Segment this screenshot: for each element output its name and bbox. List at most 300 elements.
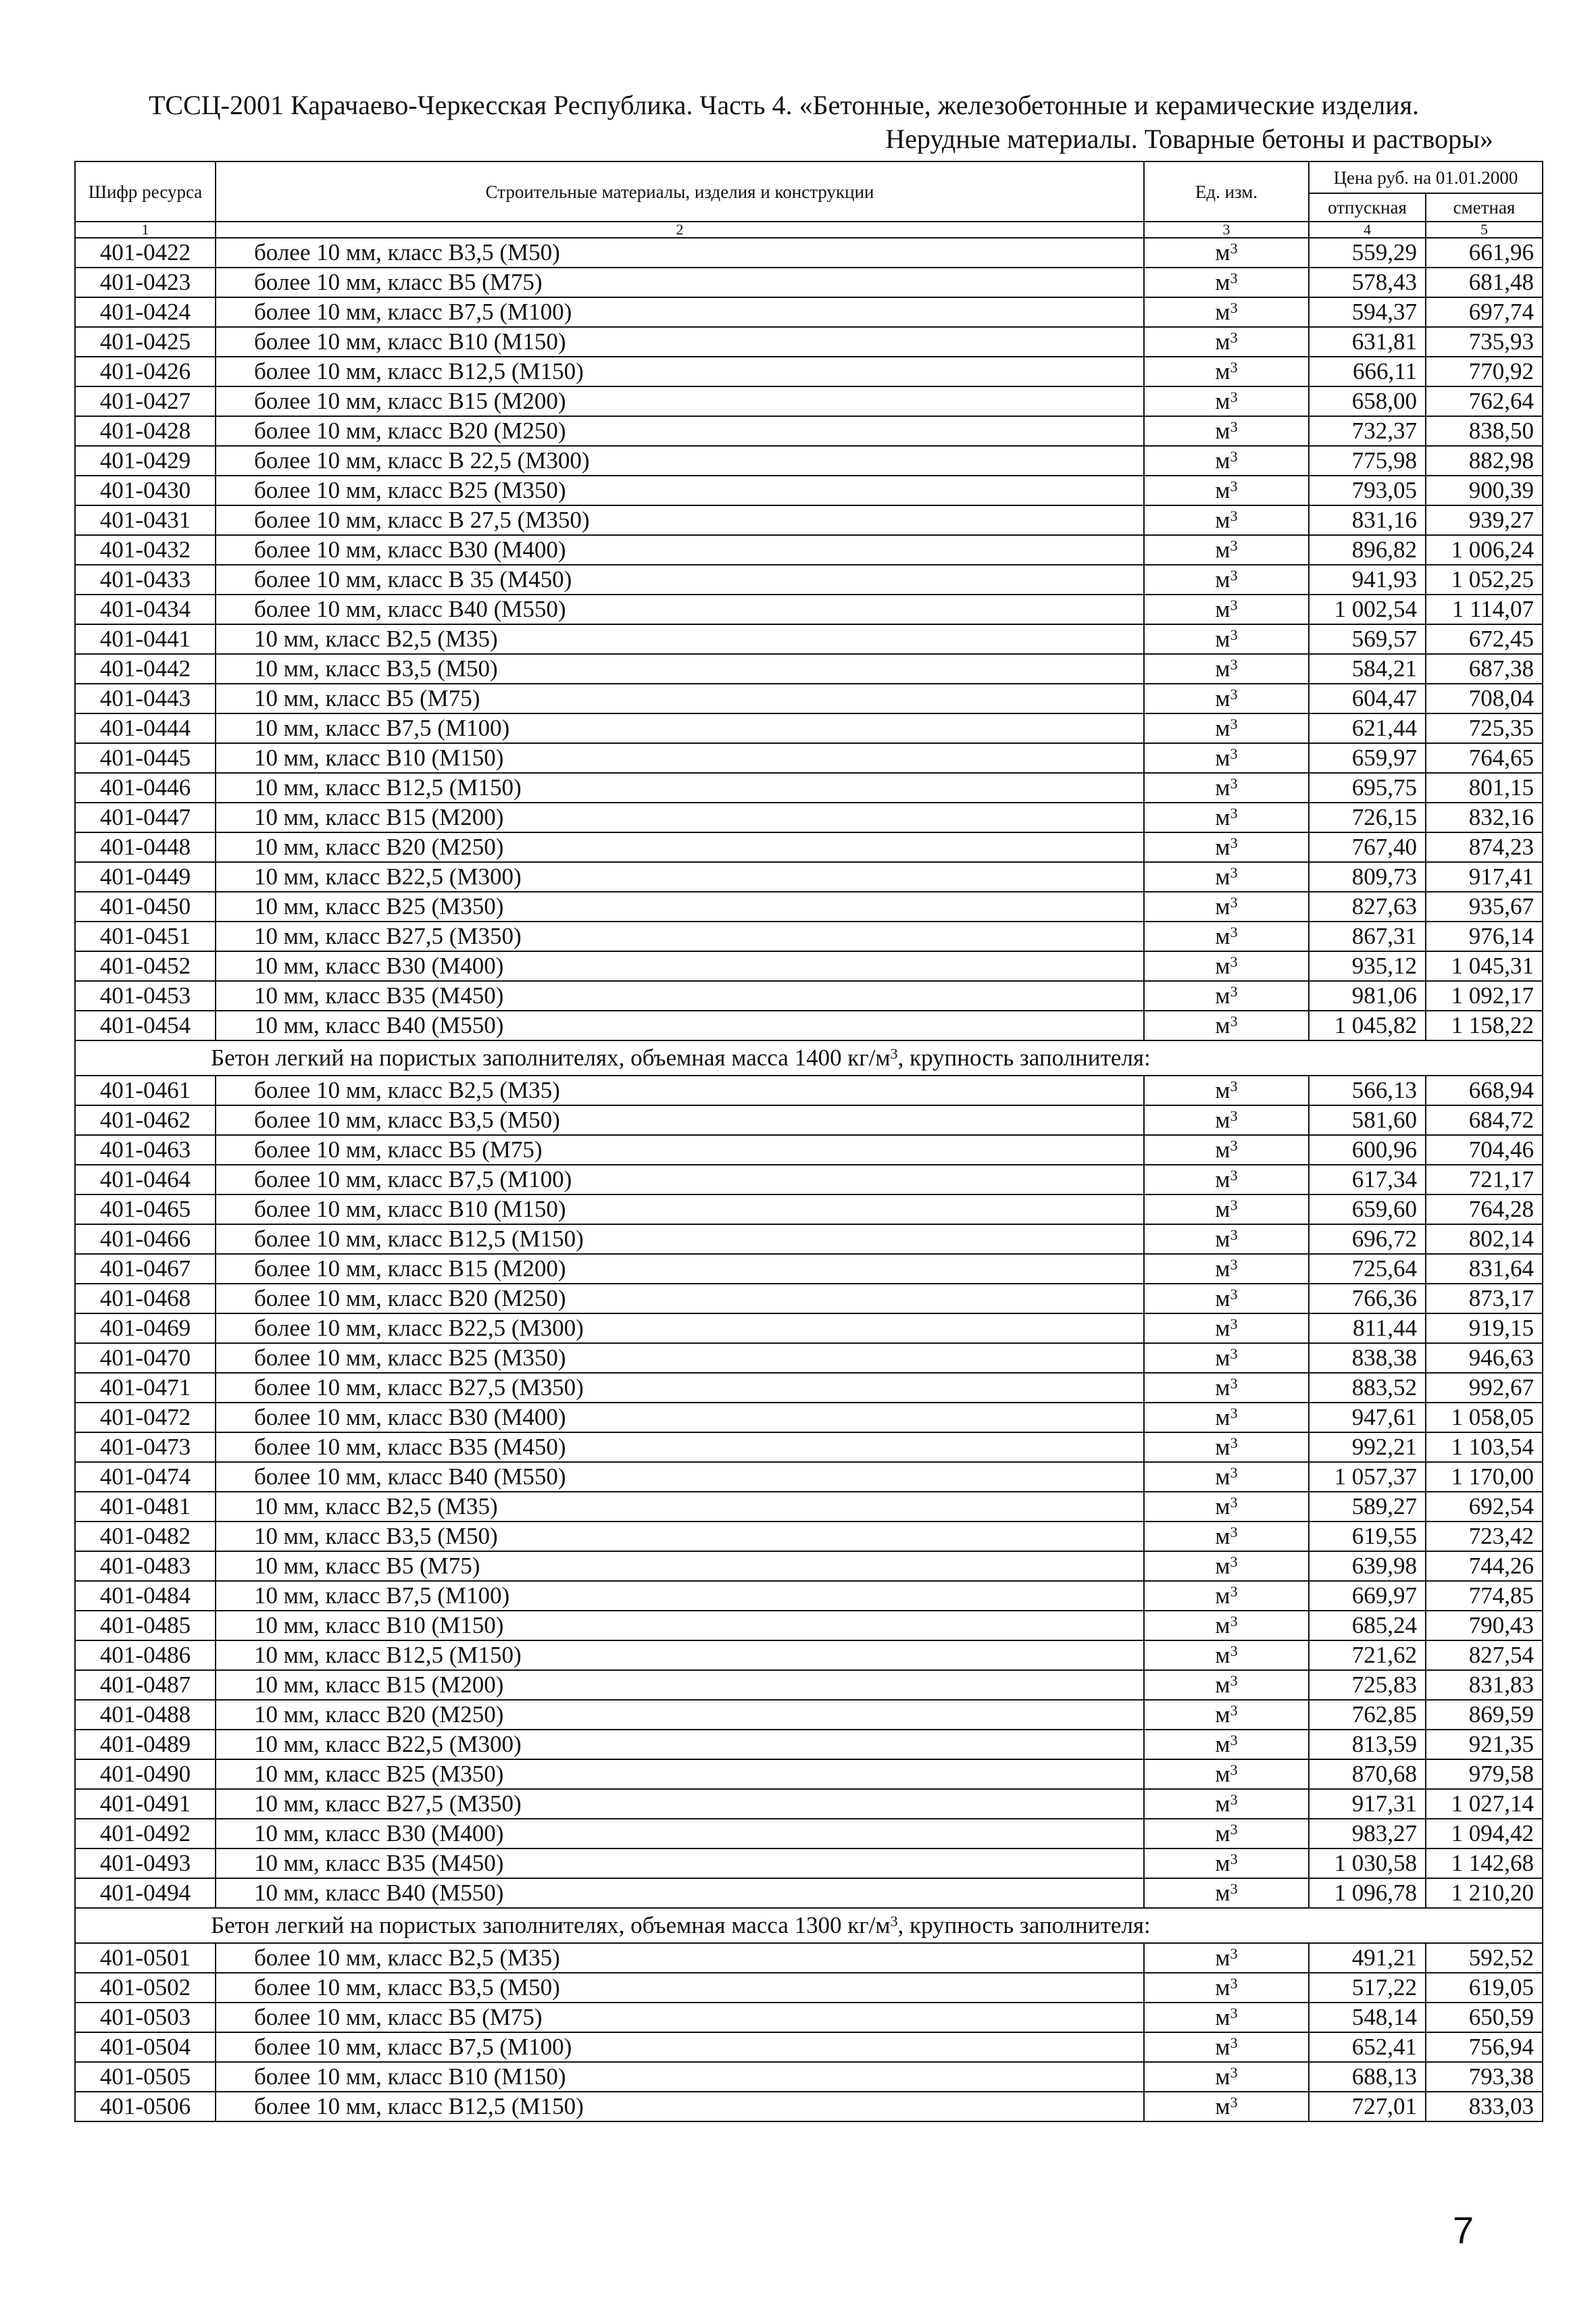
- unit-text: м: [1215, 1166, 1230, 1192]
- price-release: 947,61: [1309, 1403, 1426, 1432]
- unit-cell: [1144, 238, 1309, 268]
- price-release: 631,81: [1309, 327, 1426, 357]
- resource-code: 401-0429: [75, 446, 216, 476]
- price-release: 867,31: [1309, 922, 1426, 951]
- resource-code: 401-0431: [75, 505, 216, 535]
- price-release: 732,37: [1309, 416, 1426, 446]
- unit-superscript: 3: [1230, 507, 1238, 524]
- resource-code: 401-0471: [75, 1373, 216, 1403]
- material-name: более 10 мм, класс В27,5 (М350): [216, 1373, 1144, 1403]
- unit-text: м: [1215, 477, 1230, 503]
- resource-code: 401-0483: [75, 1551, 216, 1581]
- unit-superscript: 3: [1230, 626, 1238, 643]
- table-row: [75, 2032, 1543, 2062]
- table-row: [75, 1224, 1543, 1254]
- resource-code: 401-0506: [75, 2092, 216, 2121]
- price-release: 941,93: [1309, 565, 1426, 595]
- unit-cell: [1144, 1521, 1309, 1551]
- price-estimate: 882,98: [1426, 446, 1543, 476]
- unit-superscript: 3: [1230, 1226, 1238, 1243]
- unit-superscript: 3: [1230, 1821, 1238, 1838]
- table-row: [75, 1343, 1543, 1373]
- material-name: более 10 мм, класс В2,5 (М35): [216, 1943, 1144, 1973]
- resource-code: 401-0491: [75, 1789, 216, 1819]
- table-row: [75, 1284, 1543, 1313]
- material-name: 10 мм, класс В15 (М200): [216, 1670, 1144, 1700]
- material-name: более 10 мм, класс В7,5 (М100): [216, 1165, 1144, 1194]
- price-release: 619,55: [1309, 1521, 1426, 1551]
- unit-cell: [1144, 2003, 1309, 2032]
- table-row: [75, 595, 1543, 624]
- table-row: [75, 1973, 1543, 2003]
- table-row: [75, 2092, 1543, 2121]
- price-release: 600,96: [1309, 1135, 1426, 1165]
- unit-superscript: 3: [1230, 1613, 1238, 1630]
- unit-text: м: [1215, 655, 1230, 682]
- unit-cell: [1144, 1105, 1309, 1135]
- table-row: [75, 1700, 1543, 1730]
- price-estimate: 869,59: [1426, 1700, 1543, 1730]
- unit-text: м: [1215, 1434, 1230, 1460]
- price-release: 762,85: [1309, 1700, 1426, 1730]
- header-code: Шифр ресурса: [75, 161, 216, 222]
- price-release: 981,06: [1309, 981, 1426, 1011]
- price-release: 617,34: [1309, 1165, 1426, 1194]
- table-row: [75, 654, 1543, 684]
- unit-superscript: 3: [1230, 1761, 1238, 1778]
- table-row: [75, 743, 1543, 773]
- unit-cell: [1144, 535, 1309, 565]
- unit-cell: [1144, 1165, 1309, 1194]
- table-row: [75, 2062, 1543, 2092]
- material-name: более 10 мм, класс В12,5 (М150): [216, 357, 1144, 386]
- table-row: [75, 1373, 1543, 1403]
- table-row: [75, 773, 1543, 803]
- resource-code: 401-0462: [75, 1105, 216, 1135]
- unit-superscript: 3: [1230, 1286, 1238, 1303]
- section-heading-text: , крупность заполнителя:: [897, 1045, 1151, 1071]
- unit-text: м: [1215, 1463, 1230, 1490]
- resource-code: 401-0424: [75, 297, 216, 327]
- price-release: 1 030,58: [1309, 1848, 1426, 1878]
- resource-code: 401-0481: [75, 1492, 216, 1521]
- header-unit: Ед. изм.: [1144, 161, 1309, 222]
- price-estimate: 992,67: [1426, 1373, 1543, 1403]
- unit-cell: [1144, 1700, 1309, 1730]
- resource-code: 401-0450: [75, 892, 216, 922]
- price-estimate: 921,35: [1426, 1730, 1543, 1759]
- unit-cell: [1144, 1254, 1309, 1284]
- unit-cell: [1144, 416, 1309, 446]
- material-name: более 10 мм, класс В3,5 (М50): [216, 1105, 1144, 1135]
- price-release: 813,59: [1309, 1730, 1426, 1759]
- unit-superscript: 3: [1230, 1975, 1238, 1992]
- table-row: [75, 981, 1543, 1011]
- table-row: [75, 1432, 1543, 1462]
- material-name: 10 мм, класс В3,5 (М50): [216, 1521, 1144, 1551]
- unit-text: м: [1215, 774, 1230, 801]
- unit-cell: [1144, 1135, 1309, 1165]
- price-release: 548,14: [1309, 2003, 1426, 2032]
- price-estimate: 1 092,17: [1426, 981, 1543, 1011]
- price-release: 659,60: [1309, 1194, 1426, 1224]
- price-estimate: 672,45: [1426, 624, 1543, 654]
- table-row: [75, 1878, 1543, 1908]
- resource-code: 401-0486: [75, 1640, 216, 1670]
- table-row: [75, 1492, 1543, 1521]
- price-estimate: 1 094,42: [1426, 1819, 1543, 1848]
- price-estimate: 721,17: [1426, 1165, 1543, 1194]
- material-name: более 10 мм, класс В5 (М75): [216, 1135, 1144, 1165]
- price-estimate: 900,39: [1426, 476, 1543, 505]
- material-name: 10 мм, класс В25 (М350): [216, 892, 1144, 922]
- unit-cell: [1144, 1373, 1309, 1403]
- price-release: 559,29: [1309, 238, 1426, 268]
- material-name: 10 мм, класс В40 (М550): [216, 1011, 1144, 1040]
- section-row: [75, 1908, 1543, 1943]
- resource-code: 401-0441: [75, 624, 216, 654]
- price-estimate: 692,54: [1426, 1492, 1543, 1521]
- resource-code: 401-0494: [75, 1878, 216, 1908]
- unit-superscript: 3: [1230, 686, 1238, 703]
- unit-text: м: [1215, 1761, 1230, 1787]
- price-release: 566,13: [1309, 1076, 1426, 1105]
- resource-code: 401-0466: [75, 1224, 216, 1254]
- unit-cell: [1144, 1670, 1309, 1700]
- price-release: 917,31: [1309, 1789, 1426, 1819]
- price-release: 766,36: [1309, 1284, 1426, 1313]
- price-release: 578,43: [1309, 268, 1426, 297]
- unit-text: м: [1215, 1107, 1230, 1133]
- header-price: Цена руб. на 01.01.2000: [1309, 161, 1543, 193]
- resource-code: 401-0444: [75, 713, 216, 743]
- material-name: 10 мм, класс В5 (М75): [216, 1551, 1144, 1581]
- unit-text: м: [1215, 893, 1230, 920]
- unit-text: м: [1215, 1582, 1230, 1609]
- price-estimate: 1 052,25: [1426, 565, 1543, 595]
- unit-text: м: [1215, 1974, 1230, 2001]
- resource-code: 401-0445: [75, 743, 216, 773]
- unit-superscript: 3: [1230, 805, 1238, 822]
- unit-superscript: 3: [1230, 270, 1238, 286]
- resource-code: 401-0505: [75, 2062, 216, 2092]
- unit-superscript: 3: [1230, 894, 1238, 911]
- unit-text: м: [1215, 507, 1230, 533]
- unit-superscript: 3: [1230, 2094, 1238, 2111]
- unit-superscript: 3: [1230, 597, 1238, 613]
- unit-superscript: 3: [1230, 1702, 1238, 1719]
- unit-cell: [1144, 832, 1309, 862]
- price-estimate: 661,96: [1426, 238, 1543, 268]
- unit-cell: [1144, 565, 1309, 595]
- material-name: 10 мм, класс В5 (М75): [216, 684, 1144, 713]
- price-release: 883,52: [1309, 1373, 1426, 1403]
- price-release: 767,40: [1309, 832, 1426, 862]
- section-heading-text: , крупность заполнителя:: [897, 1912, 1151, 1938]
- price-estimate: 1 027,14: [1426, 1789, 1543, 1819]
- price-estimate: 762,64: [1426, 386, 1543, 416]
- unit-text: м: [1215, 1344, 1230, 1371]
- unit-cell: [1144, 1551, 1309, 1581]
- unit-text: м: [1215, 1012, 1230, 1038]
- resource-code: 401-0448: [75, 832, 216, 862]
- price-estimate: 764,28: [1426, 1194, 1543, 1224]
- price-estimate: 774,85: [1426, 1581, 1543, 1611]
- unit-text: м: [1215, 1850, 1230, 1876]
- unit-text: м: [1215, 1136, 1230, 1163]
- document-title-line-1: ТССЦ-2001 Карачаево-Черкесская Республика. Часть 4. «Бетонные, железобетонные и керамические изделия.: [148, 90, 1420, 120]
- material-name: более 10 мм, класс В5 (М75): [216, 268, 1144, 297]
- unit-cell: [1144, 2032, 1309, 2062]
- material-name: 10 мм, класс В2,5 (М35): [216, 624, 1144, 654]
- price-estimate: 801,15: [1426, 773, 1543, 803]
- price-estimate: 917,41: [1426, 862, 1543, 892]
- unit-text: м: [1215, 863, 1230, 890]
- price-release: 491,21: [1309, 1943, 1426, 1973]
- price-estimate: 668,94: [1426, 1076, 1543, 1105]
- material-name: 10 мм, класс В20 (М250): [216, 1700, 1144, 1730]
- header-price-release: отпускная: [1309, 193, 1426, 222]
- unit-superscript: 3: [1230, 2005, 1238, 2021]
- resource-code: 401-0451: [75, 922, 216, 951]
- section-heading-text: Бетон легкий на пористых заполнителях, объемная масса 1400 кг/м: [211, 1045, 891, 1071]
- resource-code: 401-0493: [75, 1848, 216, 1878]
- price-release: 896,82: [1309, 535, 1426, 565]
- price-estimate: 919,15: [1426, 1313, 1543, 1343]
- price-release: 870,68: [1309, 1759, 1426, 1789]
- resource-code: 401-0425: [75, 327, 216, 357]
- column-number: 4: [1309, 222, 1426, 238]
- price-table: [74, 161, 1543, 2122]
- unit-superscript: 3: [1230, 924, 1238, 940]
- unit-superscript: 3: [1230, 478, 1238, 495]
- unit-cell: [1144, 1759, 1309, 1789]
- resource-code: 401-0432: [75, 535, 216, 565]
- unit-text: м: [1215, 596, 1230, 622]
- unit-cell: [1144, 951, 1309, 981]
- unit-text: м: [1215, 1820, 1230, 1846]
- material-name: более 10 мм, класс В30 (М400): [216, 1403, 1144, 1432]
- table-row: [75, 268, 1543, 297]
- table-row: [75, 684, 1543, 713]
- unit-text: м: [1215, 299, 1230, 325]
- material-name: 10 мм, класс В10 (М150): [216, 1611, 1144, 1640]
- unit-superscript: 3: [1230, 1167, 1238, 1184]
- unit-superscript: 3: [1230, 418, 1238, 435]
- resource-code: 401-0452: [75, 951, 216, 981]
- unit-text: м: [1215, 1701, 1230, 1728]
- material-name: 10 мм, класс В20 (М250): [216, 832, 1144, 862]
- unit-superscript: 3: [1230, 537, 1238, 554]
- unit-cell: [1144, 268, 1309, 297]
- unit-cell: [1144, 2092, 1309, 2121]
- resource-code: 401-0492: [75, 1819, 216, 1848]
- table-row: [75, 1943, 1543, 1973]
- unit-cell: [1144, 1789, 1309, 1819]
- price-estimate: 979,58: [1426, 1759, 1543, 1789]
- unit-superscript: 3: [1230, 1583, 1238, 1600]
- unit-superscript: 3: [1230, 775, 1238, 792]
- table-row: [75, 1165, 1543, 1194]
- material-name: 10 мм, класс В27,5 (М350): [216, 922, 1144, 951]
- unit-superscript: 3: [1230, 1013, 1238, 1030]
- price-estimate: 935,67: [1426, 892, 1543, 922]
- unit-cell: [1144, 1730, 1309, 1759]
- resource-code: 401-0463: [75, 1135, 216, 1165]
- material-name: более 10 мм, класс В 22,5 (М300): [216, 446, 1144, 476]
- price-release: 838,38: [1309, 1343, 1426, 1373]
- material-name: 10 мм, класс В12,5 (М150): [216, 773, 1144, 803]
- unit-text: м: [1215, 953, 1230, 979]
- price-release: 639,98: [1309, 1551, 1426, 1581]
- price-release: 935,12: [1309, 951, 1426, 981]
- column-number: 3: [1144, 222, 1309, 238]
- price-release: 727,01: [1309, 2092, 1426, 2121]
- price-release: 983,27: [1309, 1819, 1426, 1848]
- material-name: 10 мм, класс В12,5 (М150): [216, 1640, 1144, 1670]
- unit-superscript: 3: [1230, 388, 1238, 405]
- unit-superscript: 3: [1230, 1375, 1238, 1392]
- resource-code: 401-0501: [75, 1943, 216, 1973]
- price-estimate: 1 006,24: [1426, 535, 1543, 565]
- material-name: 10 мм, класс В22,5 (М300): [216, 1730, 1144, 1759]
- material-name: более 10 мм, класс В3,5 (М50): [216, 1973, 1144, 2003]
- resource-code: 401-0472: [75, 1403, 216, 1432]
- price-release: 793,05: [1309, 476, 1426, 505]
- material-name: более 10 мм, класс В15 (М200): [216, 386, 1144, 416]
- table-row: [75, 1462, 1543, 1492]
- price-estimate: 1 210,20: [1426, 1878, 1543, 1908]
- material-name: более 10 мм, класс В15 (М200): [216, 1254, 1144, 1284]
- price-estimate: 831,64: [1426, 1254, 1543, 1284]
- unit-superscript: 3: [1230, 1553, 1238, 1570]
- material-name: более 10 мм, класс В10 (М150): [216, 2062, 1144, 2092]
- unit-cell: [1144, 654, 1309, 684]
- price-estimate: 1 045,31: [1426, 951, 1543, 981]
- unit-text: м: [1215, 1790, 1230, 1817]
- unit-text: м: [1215, 1404, 1230, 1430]
- price-release: 688,13: [1309, 2062, 1426, 2092]
- price-release: 1 002,54: [1309, 595, 1426, 624]
- table-row: [75, 922, 1543, 951]
- resource-code: 401-0490: [75, 1759, 216, 1789]
- price-release: 811,44: [1309, 1313, 1426, 1343]
- table-body: [75, 238, 1543, 2121]
- unit-text: м: [1215, 388, 1230, 414]
- material-name: более 10 мм, класс В 27,5 (М350): [216, 505, 1144, 535]
- material-name: 10 мм, класс В27,5 (М350): [216, 1789, 1144, 1819]
- material-name: более 10 мм, класс В22,5 (М300): [216, 1313, 1144, 1343]
- price-estimate: 790,43: [1426, 1611, 1543, 1640]
- material-name: более 10 мм, класс В25 (М350): [216, 1343, 1144, 1373]
- price-release: 621,44: [1309, 713, 1426, 743]
- resource-code: 401-0461: [75, 1076, 216, 1105]
- material-name: 10 мм, класс В10 (М150): [216, 743, 1144, 773]
- material-name: более 10 мм, класс В25 (М350): [216, 476, 1144, 505]
- price-release: 721,62: [1309, 1640, 1426, 1670]
- price-release: 584,21: [1309, 654, 1426, 684]
- unit-cell: [1144, 1611, 1309, 1640]
- unit-cell: [1144, 1973, 1309, 2003]
- price-estimate: 764,65: [1426, 743, 1543, 773]
- resource-code: 401-0447: [75, 803, 216, 832]
- price-release: 726,15: [1309, 803, 1426, 832]
- unit-text: м: [1215, 1731, 1230, 1757]
- unit-superscript: 3: [1230, 448, 1238, 465]
- resource-code: 401-0428: [75, 416, 216, 446]
- unit-cell: [1144, 1284, 1309, 1313]
- material-name: 10 мм, класс В7,5 (М100): [216, 1581, 1144, 1611]
- unit-text: м: [1215, 685, 1230, 711]
- price-estimate: 687,38: [1426, 654, 1543, 684]
- section-heading: [75, 1040, 1543, 1076]
- price-estimate: 770,92: [1426, 357, 1543, 386]
- unit-superscript: 3: [1230, 834, 1238, 851]
- price-estimate: 793,38: [1426, 2062, 1543, 2092]
- unit-superscript: 3: [1230, 864, 1238, 881]
- table-row: [75, 1640, 1543, 1670]
- unit-cell: [1144, 297, 1309, 327]
- unit-superscript: 3: [1230, 1791, 1238, 1808]
- unit-cell: [1144, 1194, 1309, 1224]
- table-row: [75, 713, 1543, 743]
- table-row: [75, 1105, 1543, 1135]
- table-row: [75, 1611, 1543, 1640]
- material-name: более 10 мм, класс В5 (М75): [216, 2003, 1144, 2032]
- unit-cell: [1144, 1224, 1309, 1254]
- resource-code: 401-0484: [75, 1581, 216, 1611]
- unit-text: м: [1215, 715, 1230, 741]
- resource-code: 401-0468: [75, 1284, 216, 1313]
- price-release: 992,21: [1309, 1432, 1426, 1462]
- material-name: более 10 мм, класс В2,5 (М35): [216, 1076, 1144, 1105]
- price-release: 589,27: [1309, 1492, 1426, 1521]
- price-estimate: 832,16: [1426, 803, 1543, 832]
- unit-superscript: 3: [1230, 1945, 1238, 1962]
- table-row: [75, 297, 1543, 327]
- material-name: более 10 мм, класс В7,5 (М100): [216, 2032, 1144, 2062]
- unit-superscript: 3: [1230, 656, 1238, 673]
- unit-cell: [1144, 476, 1309, 505]
- material-name: более 10 мм, класс В7,5 (М100): [216, 297, 1144, 327]
- price-estimate: 833,03: [1426, 2092, 1543, 2121]
- resource-code: 401-0465: [75, 1194, 216, 1224]
- price-release: 827,63: [1309, 892, 1426, 922]
- unit-text: м: [1215, 1553, 1230, 1579]
- price-estimate: 976,14: [1426, 922, 1543, 951]
- resource-code: 401-0469: [75, 1313, 216, 1343]
- material-name: 10 мм, класс В40 (М550): [216, 1878, 1144, 1908]
- price-estimate: 1 114,07: [1426, 595, 1543, 624]
- price-release: 666,11: [1309, 357, 1426, 386]
- section-heading-superscript: 3: [890, 1045, 898, 1062]
- price-release: 1 045,82: [1309, 1011, 1426, 1040]
- header-price-estimate: сметная: [1426, 193, 1543, 222]
- price-estimate: 650,59: [1426, 2003, 1543, 2032]
- material-name: более 10 мм, класс В12,5 (М150): [216, 2092, 1144, 2121]
- unit-cell: [1144, 713, 1309, 743]
- unit-superscript: 3: [1230, 1197, 1238, 1213]
- section-row: [75, 1040, 1543, 1076]
- table-row: [75, 832, 1543, 862]
- resource-code: 401-0488: [75, 1700, 216, 1730]
- price-release: 775,98: [1309, 446, 1426, 476]
- table-row: [75, 624, 1543, 654]
- unit-cell: [1144, 1076, 1309, 1105]
- price-estimate: 1 103,54: [1426, 1432, 1543, 1462]
- unit-superscript: 3: [1230, 1345, 1238, 1362]
- resource-code: 401-0454: [75, 1011, 216, 1040]
